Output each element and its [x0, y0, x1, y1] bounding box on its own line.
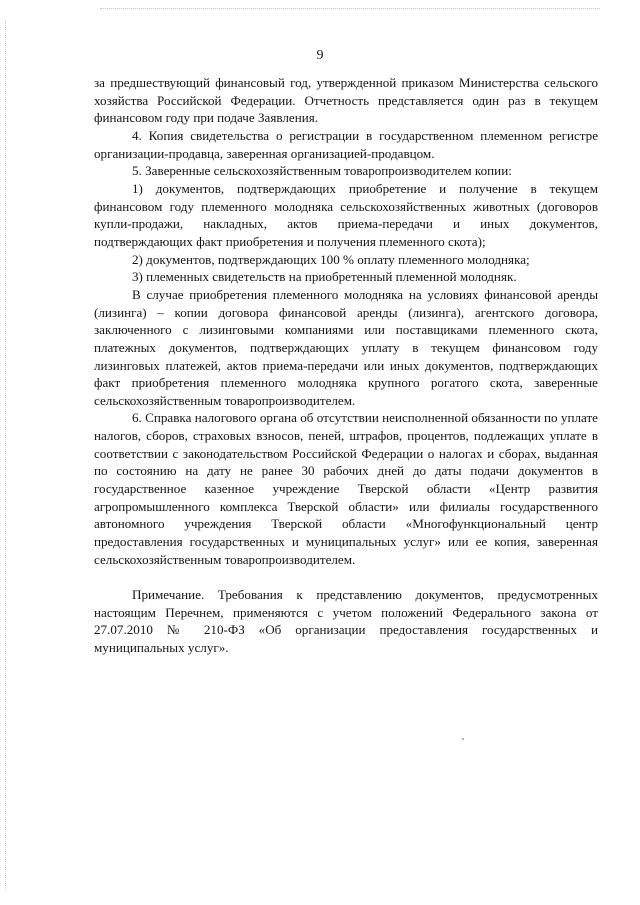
scan-edge-top — [100, 8, 600, 9]
paragraph-leasing: В случае приобретения племенного молодняка на условиях финансовой аренды (лизинга) – копии договора финансовой аренды (лизинга), агентского договора, заключенного с лизинговыми компаниями или поставщиками племенного скота, платежных документов, подтверждающих уплату в текущем финансовом году лизинговых платежей, актов приема-передачи или иных документов, подтверждающих факт приобретения племенного молодняка крупного рогатого скота, заверенные сельскохозяйственным товаропроизводителем. — [94, 286, 598, 408]
page-number: 9 — [316, 48, 324, 63]
paragraph-subitem-1: 1) документов, подтверждающих приобретение и получение в текущем финансовом году племенного молодняка сельскохозяйственных животных (договоров купли-продажи, накладных, актов приема-передачи и иных документов, подтверждающих факт приобретения и получения племенного скота); — [94, 180, 598, 249]
paragraph-item-6: 6. Справка налогового органа об отсутствии неисполненной обязанности по уплате налогов, сборов, страховых взносов, пеней, штрафов, процентов, подлежащих уплате в соответствии с законодательством Российской Федерации о налогах и сборах, выданная по состоянию на дату не ранее 30 рабочих дней до даты подачи документов в государственное казенное учреждение Тверской области «Центр развития агропромышленного комплекса Тверской области» или филиалы государственного автономного учреждения Тверской области «Многофункциональный центр предоставления государственных и муниципальных услуг» или ее копия, заверенная сельскохозяйственным товаропроизводителем. — [94, 410, 598, 567]
document-body — [94, 74, 598, 657]
paragraph-item-4: 4. Копия свидетельства о регистрации в государственном племенном регистре организации-продавца, заверенная организацией-продавцом. — [94, 127, 598, 161]
paragraph-subitem-2: 2) документов, подтверждающих 100 % оплату племенного молодняка; — [132, 251, 530, 267]
scan-speck — [462, 738, 464, 740]
scan-edge-left — [5, 20, 6, 890]
paragraph-subitem-3: 3) племенных свидетельств на приобретенный племенной молодняк. — [132, 269, 517, 285]
paragraph-continuation: за предшествующий финансовый год, утвержденной приказом Министерства сельского хозяйства Российской Федерации. Отчетность представляется один раз в текущем финансовом году при подаче Заявления. — [94, 75, 598, 126]
note-paragraph: Примечание. Требования к представлению документов, предусмотренных настоящим Перечнем, применяются с учетом положений Федерального закона от 27.07.2010 № 210-ФЗ «Об организации предоставления государственных и муниципальных услуг». — [94, 587, 598, 655]
paragraph-item-5: 5. Заверенные сельскохозяйственным товаропроизводителем копии: — [132, 163, 512, 179]
